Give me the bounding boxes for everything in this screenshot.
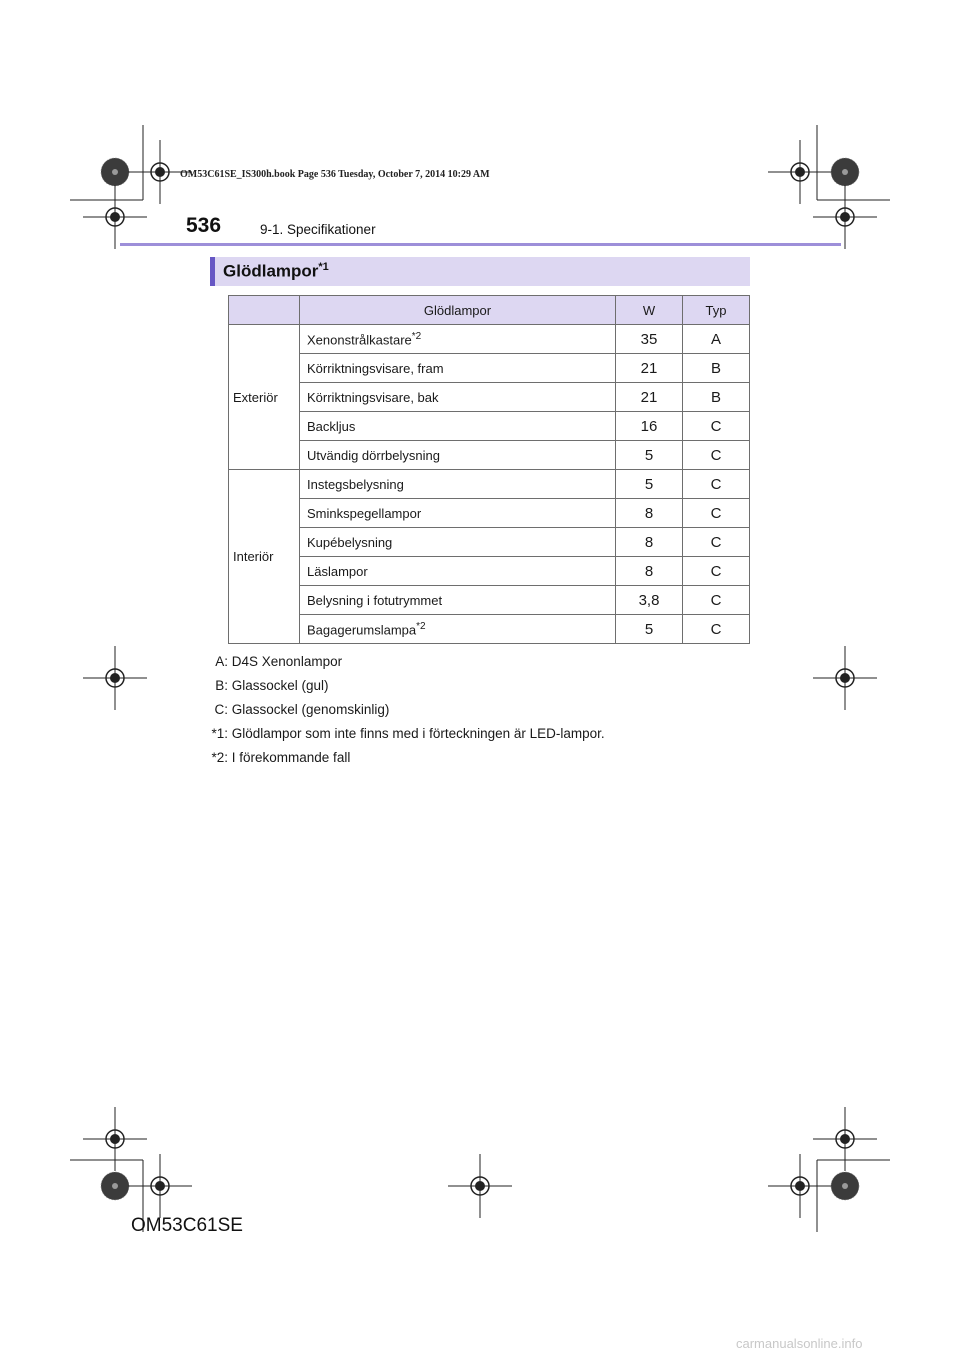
table-row	[229, 383, 750, 412]
col-header-w: W	[616, 296, 683, 325]
table-row	[229, 499, 750, 528]
lamp-type: A	[683, 325, 750, 354]
lamp-type: C	[683, 615, 750, 644]
footer-code: OM53C61SE	[131, 1215, 243, 1236]
legend-item	[190, 750, 350, 765]
group-label-interior: Interiör	[229, 470, 300, 644]
lamp-name	[300, 325, 616, 354]
page-number: 536	[186, 214, 222, 237]
lamp-watt: 21	[616, 354, 683, 383]
table-row	[229, 354, 750, 383]
lamp-watt: 8	[616, 528, 683, 557]
header-rule	[120, 243, 841, 246]
legend-key: *1:	[211, 726, 228, 741]
lamp-name	[300, 615, 616, 644]
table-row	[229, 412, 750, 441]
table-row	[229, 586, 750, 615]
legend-item	[190, 726, 605, 741]
lamp-name: Backljus	[300, 412, 616, 441]
section-title-note: *1	[318, 261, 329, 273]
lamp-name: Kupébelysning	[300, 528, 616, 557]
lamp-type: B	[683, 383, 750, 412]
lamp-watt: 3,8	[616, 586, 683, 615]
watermark: carmanualsonline.info	[736, 1336, 863, 1351]
lamp-note: *2	[416, 620, 426, 632]
bulb-table	[228, 295, 750, 644]
section-title-text: Glödlampor	[223, 261, 319, 281]
chapter-title: 9-1. Specifikationer	[260, 222, 376, 237]
lamp-name: Belysning i fotutrymmet	[300, 586, 616, 615]
legend-text: Glassockel (gul)	[231, 678, 329, 693]
print-info: OM53C61SE_IS300h.book Page 536 Tuesday, October 7, 2014 10:29 AM	[180, 169, 490, 180]
legend-key: A:	[215, 654, 228, 669]
lamp-name: Körriktningsvisare, bak	[300, 383, 616, 412]
table-row	[229, 528, 750, 557]
lamp-type: C	[683, 412, 750, 441]
legend-text: I förekommande fall	[231, 750, 351, 765]
legend-key: *2:	[211, 750, 228, 765]
lamp-watt: 5	[616, 470, 683, 499]
lamp-watt: 21	[616, 383, 683, 412]
lamp-type: C	[683, 499, 750, 528]
lamp-name: Sminkspegellampor	[300, 499, 616, 528]
legend-item	[190, 678, 329, 693]
legend-key: C:	[214, 702, 228, 717]
legend-item	[190, 702, 389, 717]
table-row	[229, 325, 750, 354]
lamp-type: C	[683, 528, 750, 557]
lamp-watt: 8	[616, 557, 683, 586]
table-row	[229, 557, 750, 586]
group-label-exterior: Exteriör	[229, 325, 300, 470]
legend-text: Glödlampor som inte finns med i förteckningen är LED-lampor.	[231, 726, 605, 741]
lamp-name-text: Xenonstrålkastare	[307, 332, 412, 348]
lamp-name: Utvändig dörrbelysning	[300, 441, 616, 470]
lamp-watt: 8	[616, 499, 683, 528]
lamp-name: Instegsbelysning	[300, 470, 616, 499]
lamp-name-text: Bagagerumslampa	[307, 622, 417, 638]
col-header-typ: Typ	[683, 296, 750, 325]
table-row	[229, 615, 750, 644]
lamp-type: C	[683, 557, 750, 586]
lamp-note: *2	[411, 330, 422, 342]
lamp-watt: 5	[616, 441, 683, 470]
table-header-row	[229, 296, 750, 325]
legend-text: Glassockel (genomskinlig)	[231, 702, 390, 717]
legend-key: B:	[215, 678, 228, 693]
lamp-watt: 5	[616, 615, 683, 644]
col-header-group	[229, 296, 300, 325]
lamp-type: C	[683, 441, 750, 470]
lamp-watt: 16	[616, 412, 683, 441]
lamp-name: Körriktningsvisare, fram	[300, 354, 616, 383]
legend-item	[190, 654, 342, 669]
lamp-type: C	[683, 470, 750, 499]
lamp-type: C	[683, 586, 750, 615]
legend-text: D4S Xenonlampor	[231, 654, 343, 669]
col-header-lamp: Glödlampor	[300, 296, 616, 325]
lamp-name: Läslampor	[300, 557, 616, 586]
table-row	[229, 470, 750, 499]
table-row	[229, 441, 750, 470]
lamp-watt: 35	[616, 325, 683, 354]
lamp-type: B	[683, 354, 750, 383]
section-title	[223, 261, 329, 282]
